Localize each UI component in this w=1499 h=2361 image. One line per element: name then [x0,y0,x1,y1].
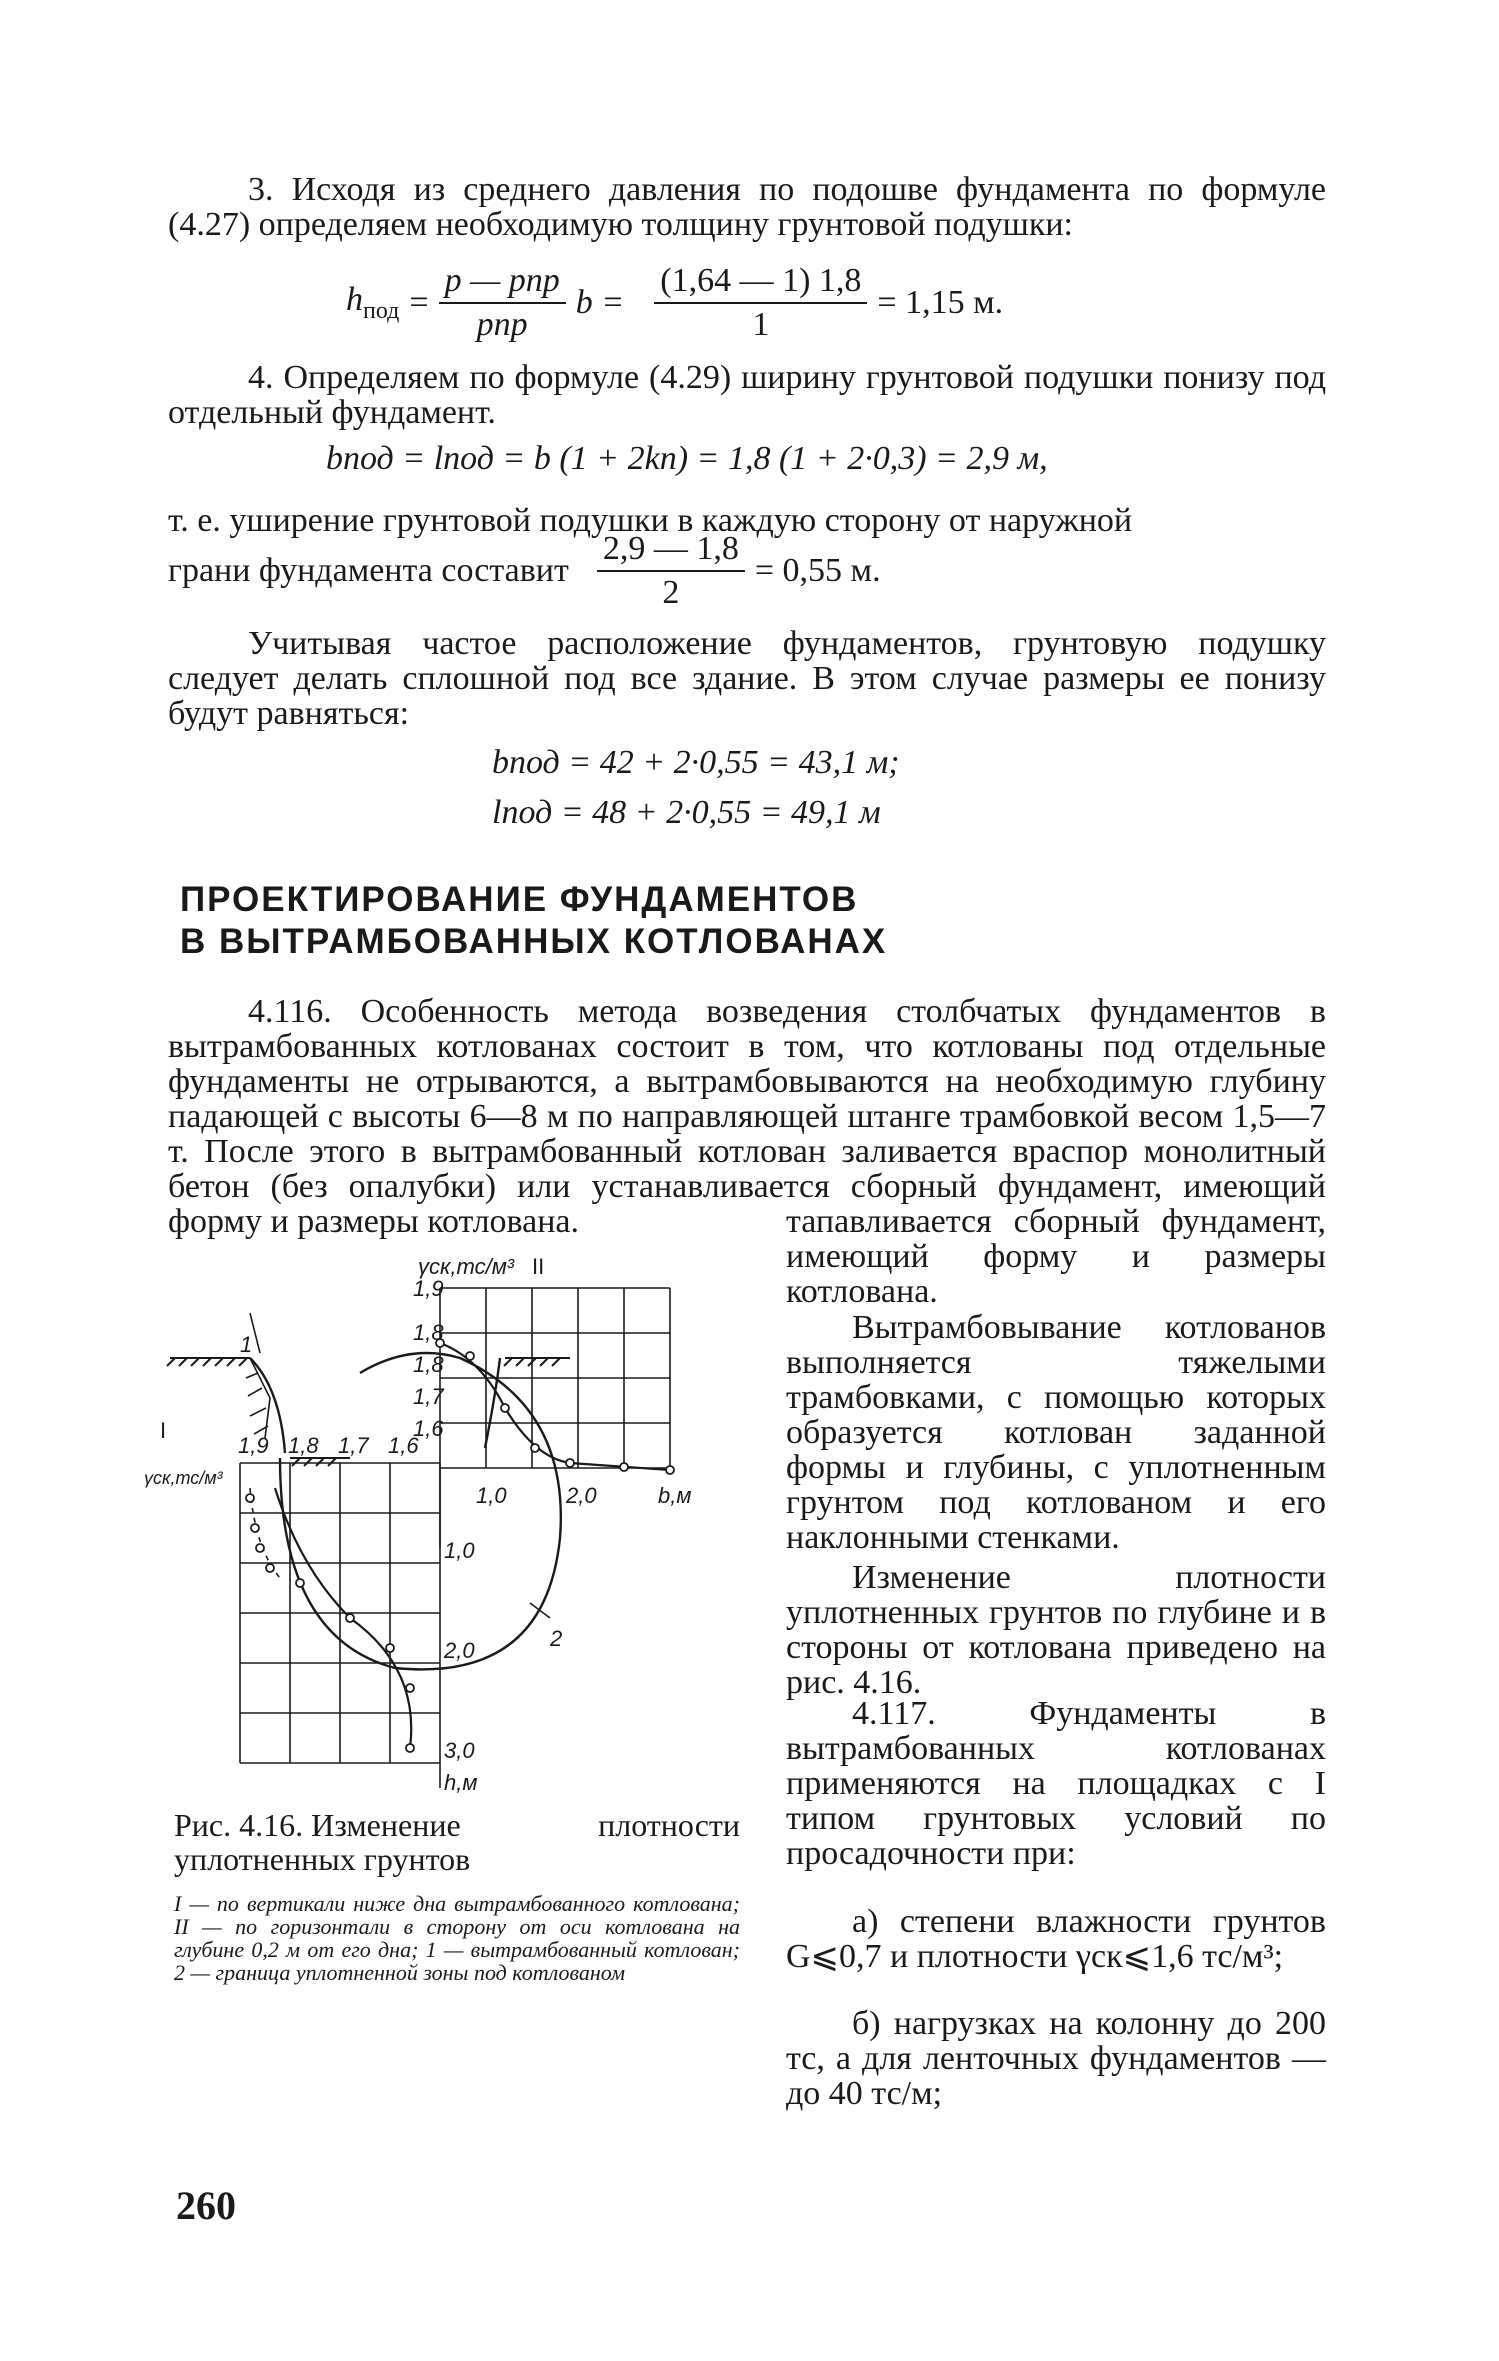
tick-depth-h-m: h,м [444,1770,478,1795]
curve-I [275,1488,411,1748]
paragraph-4-117: 4.117. Фундаменты в вытрамбованных котлованах применяются на площадках с I типом грунтовых условий по просадочности при: [786,1695,1326,1872]
formula-h-pod [346,262,1003,344]
label-num-2: 2 [550,1626,563,1651]
paragraph-item-4: 4. Определяем по формуле (4.29) ширину грунтовой подушки понизу под отдельный фундамент. [168,359,1326,431]
formula-lhs: $h_{под}$ [346,281,400,324]
tick-1-8-b: 1,8 [413,1352,444,1377]
tick-1-7-left: 1,7 [338,1433,369,1458]
label-roman-i: I [160,1418,167,1443]
tick-x-b-m: b,м [658,1483,692,1508]
tick-1-6-left: 1,6 [388,1433,419,1458]
paragraph-item-b: б) нагрузках на колонну до 200 тс, а для ленточных фундаментов — до 40 тс/м; [786,2005,1326,2112]
label-roman-ii: II [532,1254,545,1279]
tick-1-7-top: 1,7 [413,1384,444,1409]
formula-b: b = [575,284,625,321]
sentence-line-2 [168,530,881,612]
tick-1-9-left: 1,9 [238,1433,269,1458]
formula-b-pod-total: bпод = 42 + 2·0,55 = 43,1 м; [492,744,900,781]
pit-hatched-wall [246,1358,270,1438]
figure-caption [174,1808,740,1876]
formula-l-pod-total: lпод = 48 + 2·0,55 = 49,1 м [492,794,881,831]
caption-line-2: уплотненных грунтов [174,1841,471,1877]
tick-x-2-0: 2,0 [566,1483,597,1508]
label-gamma-left: γск,тс/м³ [144,1468,223,1488]
tick-depth-3-0: 3,0 [444,1738,475,1763]
paragraph-4-116: 4.116. Особенность метода возведения столбчатых фундаментов в вытрамбованных котлованах состоит в том, что котлованы под отдельные фундаменты не отрываются, а вытрамбовываются на необходимую глубину падающей с высоты 6—8 м по направляющей штанге трамбовкой весом 1,5—7 т. После этого в вытрамбованный котлован заливается враспор монолитный бетон (без опалубки) или устанавливается сборный фундамент, имеющий форму и размеры котлована. [168,993,1326,1240]
widening-result: = 0,55 м. [754,552,881,589]
grid-horizontal-profile [440,1288,670,1548]
caption-line-1 [174,1808,740,1842]
curve-I-dashed [250,1488,280,1578]
figure-legend: I — по вертикали ниже дна вытрамбованного котлована; II — по горизонтали в сторону от оси котлована на глубине 0,2 м от его дна; 1 — вытрамбованный котлован; 2 — граница уплотненной зоны под котлованом [174,1891,740,1985]
section-heading-line-2: В ВЫТРАМБОВАННЫХ КОТЛОВАНАХ [180,922,888,961]
curve-II-points [436,1339,674,1474]
paragraph-vytrambovyvanie: Вытрамбовывание котлованов выполняется тяжелыми трамбовками, с помощью которых образуется котлован заданной формы и глубины, с уплотненным грунтом под котлованом и его наклонными стенками. [786,1309,1326,1556]
paragraph-uchityvaya: Учитывая частое расположение фундаментов, грунтовую подушку следует делать сплошной под все здание. В этом случае размеры ее понизу будут равняться: [168,625,1326,732]
continuation-text: тапавливается сборный фундамент, имеющий форму и размеры котлована. [786,1203,1326,1310]
figure-4-16 [144,1248,770,1808]
tick-1-6-top: 1,6 [413,1416,444,1441]
label-num-1: 1 [240,1332,253,1357]
sentence-text: грани фундамента составит [168,552,569,589]
label-gamma-top: γск,тс/м³ [418,1254,515,1279]
page-number: 260 [176,2183,236,2228]
paragraph-izmenenie: Изменение плотности уплотненных грунтов по глубине и в стороны от котлована приведено на рис. 4.16. [786,1559,1326,1701]
fraction-widening: $\frac{2,9 — 1,8}{2}$ [597,530,745,612]
sentence-line-1: т. е. уширение грунтовой подушки в каждую сторону от наружной [168,502,1133,539]
tick-1-8-top: 1,8 [413,1320,444,1345]
paragraph-item-3: 3. Исходя из среднего давления по подошве фундамента по формуле (4.27) определяем необходимую толщину грунтовой подушки: [168,171,1326,243]
tick-x-1-0: 1,0 [476,1483,507,1508]
fraction-values: $\frac{(1,64 — 1) 1,8}{1}$ [654,262,867,344]
tick-depth-1-0: 1,0 [444,1538,475,1563]
section-heading-line-1: ПРОЕКТИРОВАНИЕ ФУНДАМЕНТОВ [180,880,859,919]
tick-1-9-top: 1,9 [413,1276,444,1301]
leader-line-2 [530,1603,550,1618]
tick-depth-2-0: 2,0 [444,1638,475,1663]
caption-part-b: плотности [598,1807,740,1843]
formula-b-pod: bпод = lпод = b (1 + 2kп) = 1,8 (1 + 2·0,3) = 2,9 м, [326,440,1048,477]
fraction-pressure: $\frac{\text{p — pпр}}{\text{pпр}}$ [439,262,566,344]
equals-sign: = [409,284,429,321]
caption-part-a: Рис. 4.16. Изменение [174,1807,461,1843]
paragraph-4-116-continued [786,1204,1326,1309]
tick-1-8-left: 1,8 [288,1433,319,1458]
paragraph-item-a: а) степени влажности грунтов G⩽0,7 и плотности γск⩽1,6 тс/м³; [786,1903,1326,1975]
formula-result: = 1,15 м. [877,284,1004,321]
